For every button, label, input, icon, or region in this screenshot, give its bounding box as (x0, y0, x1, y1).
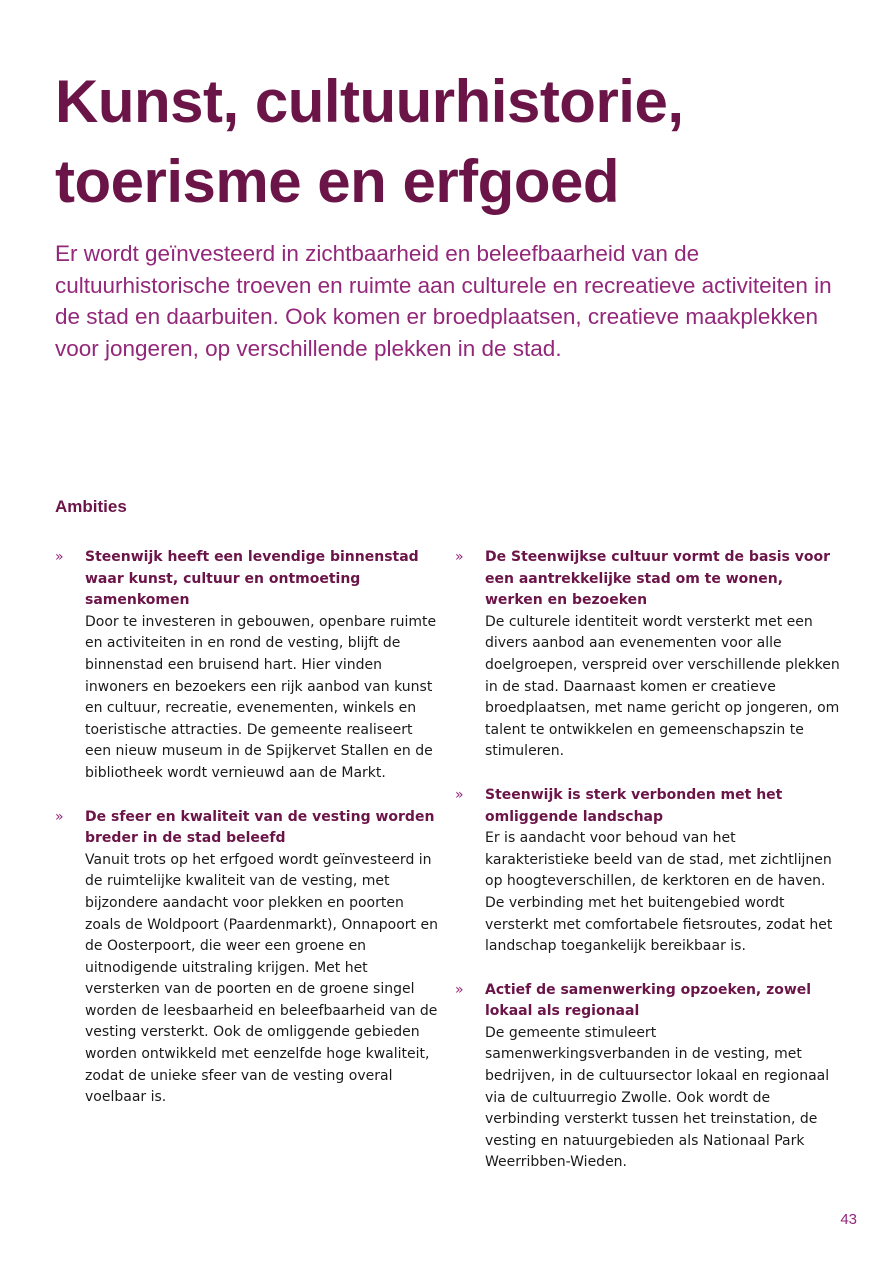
ambition-body: Er is aandacht voor behoud van het karakteristieke beeld van de stad, met zichtlijnen op hoogteverschillen, de kerktoren en de haven. De verbinding met het buitengebied wordt versterkt met comfortabele fietsroutes, zodat het landschap toegankelijk bereikbaar is. (485, 830, 833, 955)
bullet-marker: » (55, 549, 64, 565)
ambition-item (55, 547, 440, 785)
bullet-marker: » (455, 549, 464, 565)
ambition-item (55, 807, 440, 1109)
title-line-2: toerisme en erfgoed (55, 148, 619, 215)
ambition-title: De Steenwijkse cultuur vormt de basis voor een aantrekkelijke stad om te wonen, werken en bezoeken (485, 549, 831, 609)
title-line-1: Kunst, cultuurhistorie, (55, 68, 684, 135)
left-column (55, 547, 440, 1109)
ambition-body: De gemeente stimuleert samenwerkingsverbanden in de vesting, met bedrijven, in de cultuursector lokaal en regionaal via de cultuurregio Zwolle. Ook wordt de verbinding versterkt tussen het treinstation, de vesting en natuurgebieden als Nationaal Park Weerribben-Wieden. (485, 1024, 830, 1171)
ambition-body: Door te investeren in gebouwen, openbare ruimte en activiteiten in en rond de vesting, blijft de binnenstad een bruisend hart. Hier vinden inwoners en bezoekers een rijk aanbod van kunst en cultuur, recreatie, evenementen, winkels en toeristische attracties. De gemeente realiseert een nieuw museum in de Spijkervet Stallen en de bibliotheek wordt vernieuwd aan de Markt. (85, 613, 437, 781)
ambition-item (455, 785, 840, 958)
section-heading: Ambities (55, 497, 127, 516)
ambition-title: Actief de samenwerking opzoeken, zowel lokaal als regionaal (485, 981, 812, 1020)
bullet-marker: » (55, 808, 64, 825)
ambition-body: De culturele identiteit wordt versterkt met een divers aanbod aan evenementen voor alle doelgroepen, verspreid over verschillende plekken in de stad. Daarnaast komen er creatieve broedplaatsen, met name gericht op jongeren, om talent te ontwikkelen en gemeenschapszin te stimuleren. (485, 613, 840, 760)
intro-paragraph: Er wordt geïnvesteerd in zichtbaarheid en beleefbaarheid van de cultuurhistorische troeven en ruimte aan culturele en recreatieve activiteiten in de stad en daarbuiten. Ook komen er broedplaatsen, creatieve maakplekken voor jongeren, op verschillende plekken in de stad. (55, 241, 832, 361)
ambition-title: De sfeer en kwaliteit van de vesting worden breder in de stad beleefd (85, 808, 435, 847)
ambition-body: Vanuit trots op het erfgoed wordt geïnvesteerd in de ruimtelijke kwaliteit van de vesting, met bijzondere aandacht voor plekken en poorten zoals de Woldpoort (Paardenmarkt), Onnapoort en de Oosterpoort, die weer een groene en uitnodigende uitstraling krijgen. Met het versterken van de poorten en de groene singel worden de leesbaarheid en beleefbaarheid van de vesting versterkt. Ook de omliggende gebieden worden ontwikkeld met eenzelfde hoge kwaliteit, zodat de unieke sfeer van de vesting overal voelbaar is. (85, 851, 438, 1106)
right-column (455, 547, 840, 1174)
ambition-title: Steenwijk heeft een levendige binnenstad waar kunst, cultuur en ontmoeting samenkomen (85, 549, 419, 609)
page-number: 43 (840, 1211, 857, 1228)
ambition-item (455, 980, 840, 1174)
bullet-marker: » (455, 786, 464, 803)
ambition-item (455, 547, 840, 763)
bullet-marker: » (455, 981, 464, 998)
page-title (55, 62, 855, 222)
ambition-title: Steenwijk is sterk verbonden met het omliggende landschap (485, 786, 783, 825)
